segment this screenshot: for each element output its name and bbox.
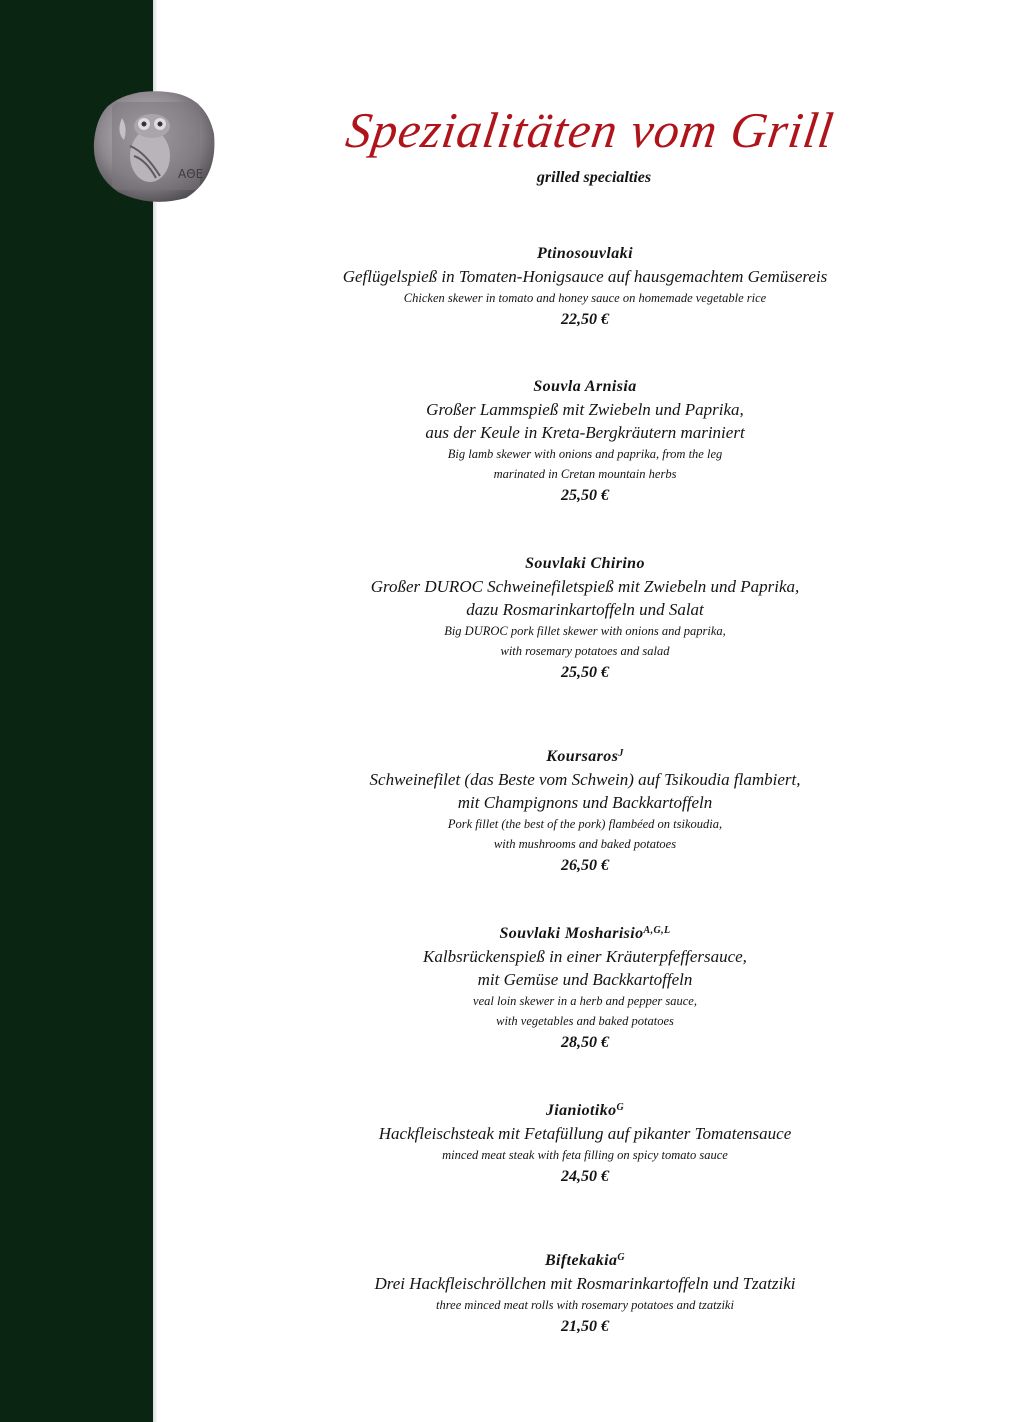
- header: [330, 100, 850, 188]
- page-title: Spezialitäten vom Grill: [342, 102, 838, 158]
- dish-price: 24,50 €: [561, 1168, 609, 1185]
- dish-price: 26,50 €: [561, 857, 609, 874]
- svg-text:ΑΘΕ: ΑΘΕ: [178, 167, 204, 181]
- menu-item: [300, 243, 870, 332]
- dish-description-de: Hackfleischsteak mit Fetafüllung auf pikanter Tomatensauce: [378, 1124, 792, 1143]
- dish-description-de: Kalbsrückenspieß in einer Kräuterpfeffersauce,: [423, 947, 747, 966]
- dish-description-en: with vegetables and baked potatoes: [496, 1014, 674, 1028]
- dish-description-de: aus der Keule in Kreta-Bergkräutern mariniert: [425, 423, 745, 442]
- dish-name: Jianiotiko$^G$: [545, 1102, 625, 1119]
- dish-description-en: Big lamb skewer with onions and paprika, from the leg: [447, 447, 723, 461]
- dish-price: 25,50 €: [561, 487, 609, 504]
- sidebar-edge: [153, 0, 157, 1422]
- dish-description-en: Big DUROC pork fillet skewer with onions and paprika,: [444, 624, 726, 638]
- dish-description-de: mit Champignons und Backkartoffeln: [457, 793, 713, 812]
- dish-name: Ptinosouvlaki: [537, 245, 633, 262]
- dish-price: 22,50 €: [561, 311, 609, 328]
- dish-description-en: Chicken skewer in tomato and honey sauce on homemade vegetable rice: [403, 291, 767, 305]
- menu-item: [300, 553, 870, 685]
- dish-name: Souvlaki Mosharisio$^{A,G,L}$: [499, 925, 671, 942]
- dish-price: 21,50 €: [561, 1318, 609, 1335]
- dish-description-de: Großer Lammspieß mit Zwiebeln und Paprika,: [426, 400, 744, 419]
- dish-description-en: with mushrooms and baked potatoes: [493, 837, 677, 851]
- menu-item: [300, 1100, 870, 1189]
- dish-name: Biftekakia$^G$: [544, 1252, 626, 1269]
- dish-description-en: with rosemary potatoes and salad: [500, 644, 670, 658]
- dish-name: Souvlaki Chirino: [525, 555, 645, 572]
- dish-description-de: dazu Rosmarinkartoffeln und Salat: [466, 600, 704, 619]
- dish-description-de: mit Gemüse und Backkartoffeln: [477, 970, 693, 989]
- dish-description-de: Drei Hackfleischröllchen mit Rosmarinkartoffeln und Tzatziki: [374, 1274, 796, 1293]
- menu-item: [300, 923, 870, 1055]
- menu-item: [300, 1250, 870, 1339]
- menu-item: [300, 376, 870, 508]
- dish-price: 28,50 €: [561, 1034, 609, 1051]
- dish-description-de: Geflügelspieß in Tomaten-Honigsauce auf hausgemachtem Gemüsereis: [342, 267, 828, 286]
- dish-description-en: three minced meat rolls with rosemary potatoes and tzatziki: [436, 1298, 734, 1312]
- dish-price: 25,50 €: [561, 664, 609, 681]
- dish-description-en: marinated in Cretan mountain herbs: [493, 467, 677, 481]
- menu-item: [300, 746, 870, 878]
- dish-description-en: minced meat steak with feta filling on spicy tomato sauce: [442, 1148, 728, 1162]
- dish-description-en: veal loin skewer in a herb and pepper sauce,: [473, 994, 697, 1008]
- dish-name: Koursaros$^J$: [546, 748, 624, 765]
- dish-description-de: Großer DUROC Schweinefiletspieß mit Zwiebeln und Paprika,: [370, 577, 800, 596]
- dish-name: Souvla Arnisia: [533, 378, 637, 395]
- page-subtitle: grilled specialties: [536, 169, 652, 186]
- owl-coin-icon: [90, 86, 218, 206]
- dish-description-en: Pork fillet (the best of the pork) flambéed on tsikoudia,: [447, 817, 723, 831]
- sidebar-band: [0, 0, 153, 1422]
- dish-description-de: Schweinefilet (das Beste vom Schwein) auf Tsikoudia flambiert,: [369, 770, 801, 789]
